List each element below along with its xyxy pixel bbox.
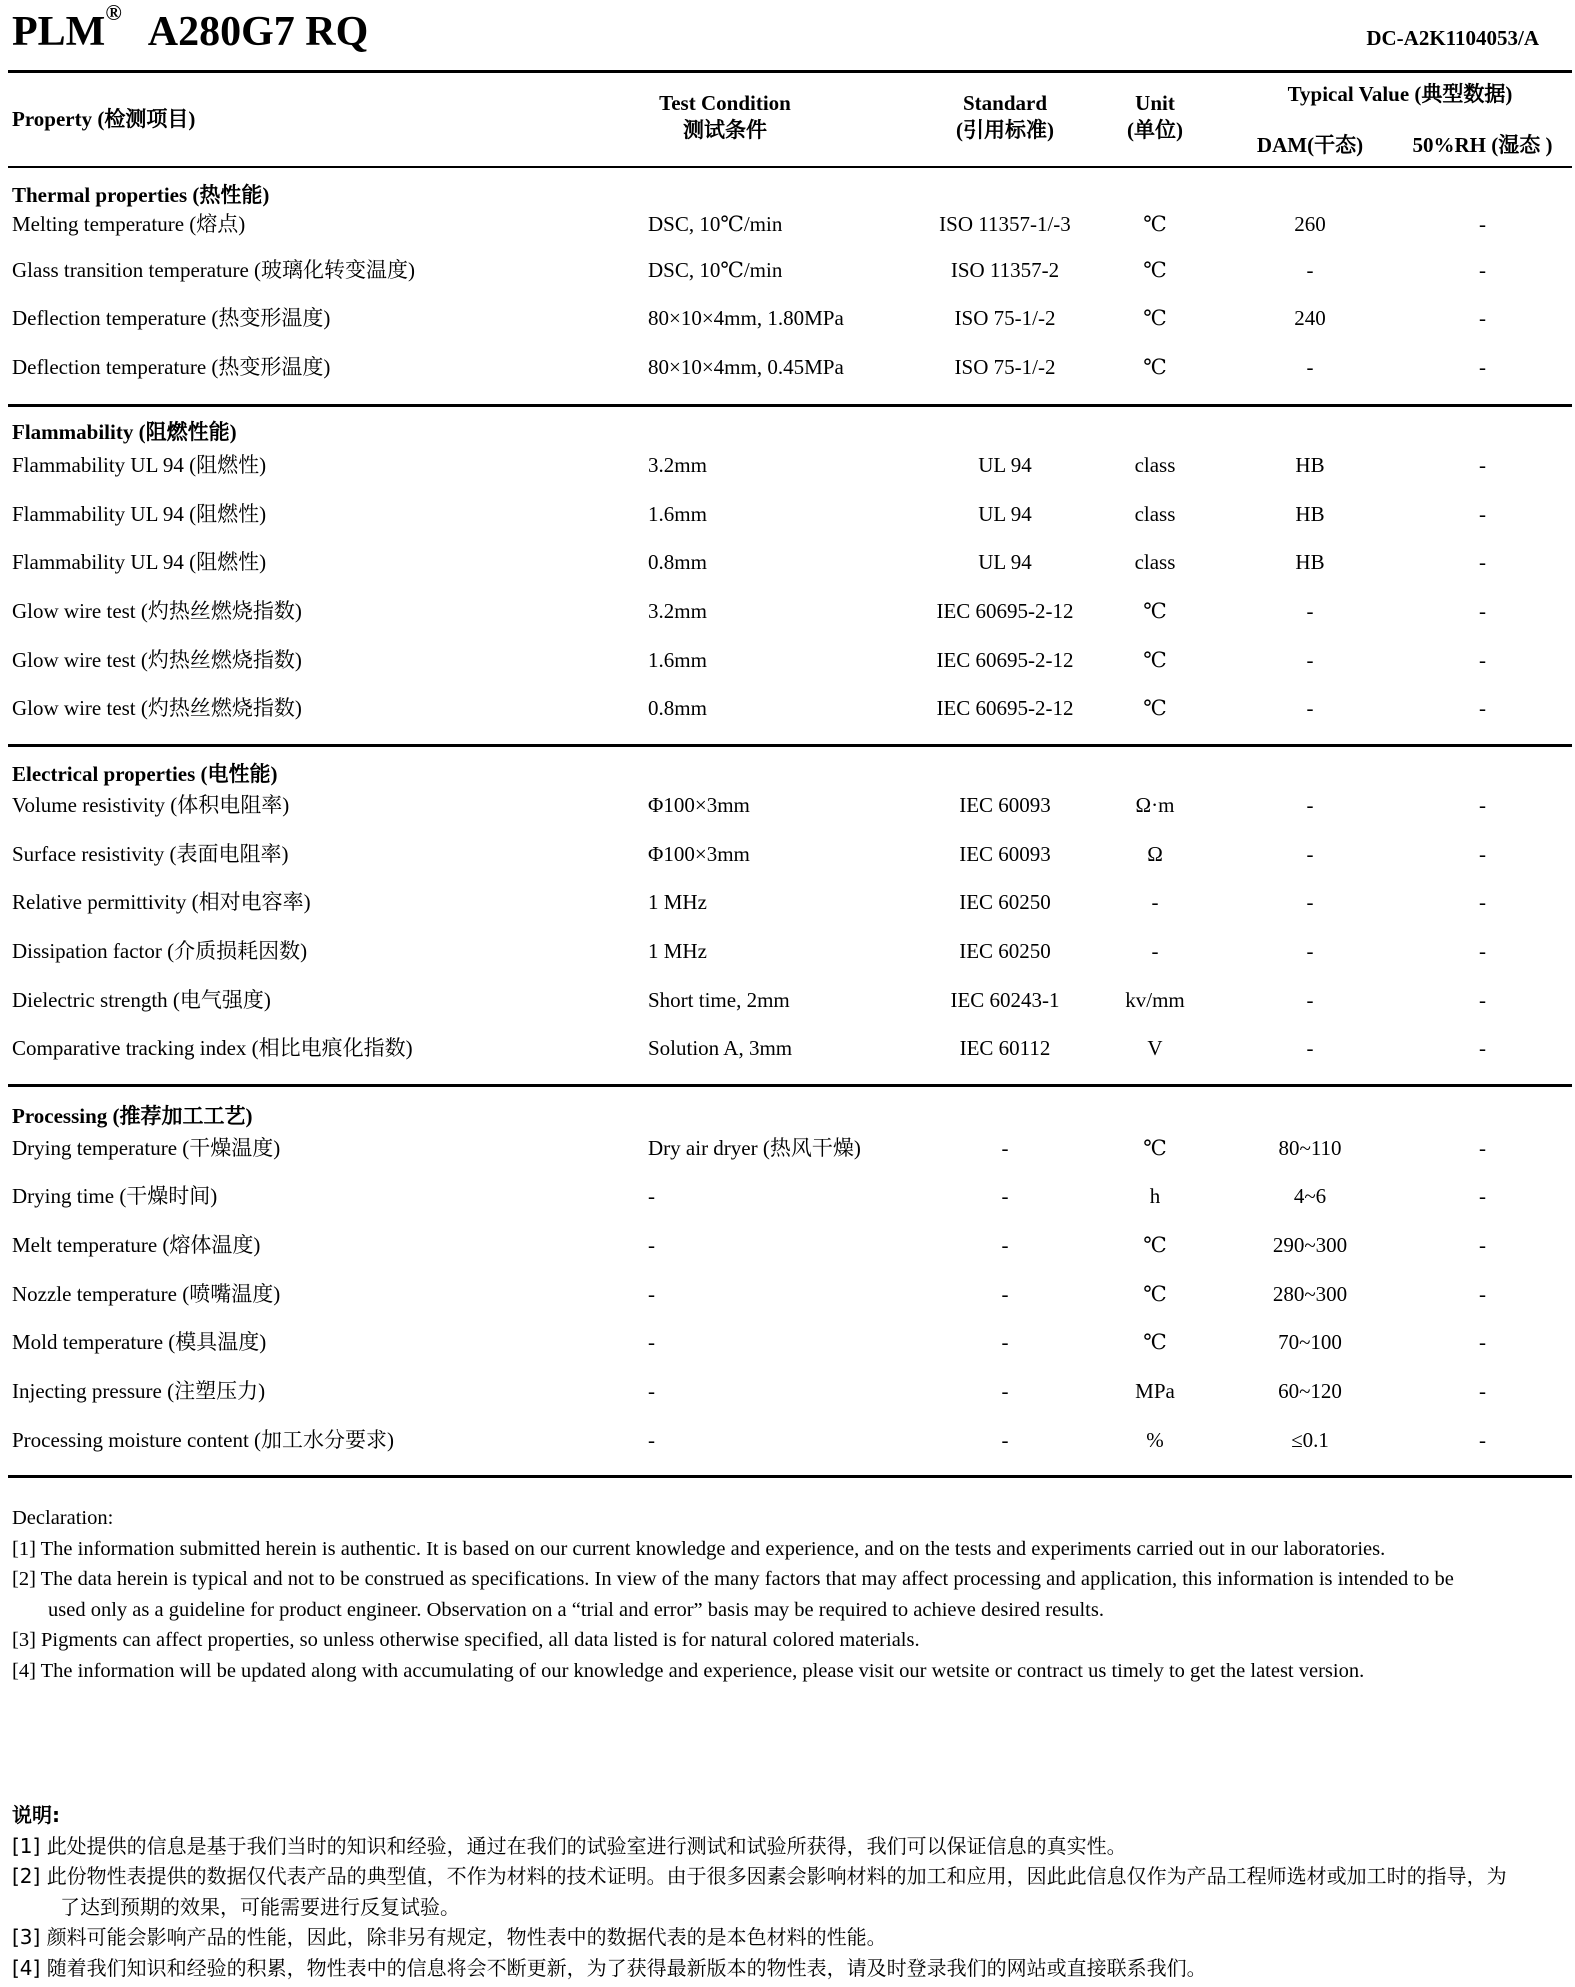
dam-value-cell: HB (1295, 502, 1325, 526)
standard-cell: IEC 60250 (959, 939, 1051, 963)
standard-cell: - (1001, 1428, 1009, 1452)
condition-cn: 测试条件 (683, 118, 767, 142)
property-cell: Relative permittivity (相对电容率) (12, 890, 311, 914)
standard-cell: ISO 11357-1/-3 (939, 212, 1071, 236)
rh-value-cell: - (1479, 550, 1486, 574)
standard-cell: - (1001, 1379, 1009, 1403)
rh-value-cell: - (1479, 890, 1486, 914)
condition-cell: DSC, 10℃/min (648, 258, 783, 282)
column-header-standard (905, 90, 1105, 144)
standard-cell: IEC 60695-2-12 (936, 599, 1074, 623)
rh-value-cell: - (1479, 842, 1486, 866)
standard-cell: IEC 60093 (959, 793, 1051, 817)
standard-cell: IEC 60695-2-12 (936, 696, 1074, 720)
unit-cell: - (1151, 890, 1159, 914)
standard-en: Standard (962, 91, 1048, 115)
table-row (0, 887, 1575, 917)
condition-cell: 1 MHz (648, 890, 707, 914)
section-title-flammability: Flammability (阻燃性能) (12, 420, 237, 444)
condition-cell: Dry air dryer (热风干燥) (648, 1136, 861, 1160)
dam-value-cell: - (1306, 599, 1314, 623)
condition-cell: - (648, 1379, 655, 1403)
table-row (0, 1230, 1575, 1260)
column-header-unit (1110, 90, 1200, 144)
dam-value-cell: 60~120 (1278, 1379, 1342, 1403)
table-row (0, 790, 1575, 820)
rh-value-cell: - (1479, 1379, 1486, 1403)
table-row (0, 450, 1575, 480)
table-row (0, 547, 1575, 577)
standard-cell: - (1001, 1233, 1009, 1257)
condition-cell: 1 MHz (648, 939, 707, 963)
section-rule-electrical (8, 1084, 1572, 1087)
column-header-condition (620, 90, 830, 144)
standard-cell: IEC 60112 (959, 1036, 1051, 1060)
rh-value-cell: - (1479, 988, 1486, 1012)
property-cell: Deflection temperature (热变形温度) (12, 355, 331, 379)
rh-value-cell: - (1479, 1330, 1486, 1354)
declaration-item: [1] The information submitted herein is authentic. It is based on our current knowledge and experience, and on the tests and experiments carried out in our laboratories. (12, 1537, 1386, 1560)
standard-cell: IEC 60250 (959, 890, 1051, 914)
dam-value-cell: HB (1295, 453, 1325, 477)
condition-cell: 0.8mm (648, 696, 707, 720)
standard-cell: UL 94 (978, 453, 1032, 477)
rh-value-cell: - (1479, 1428, 1486, 1452)
condition-cell: 1.6mm (648, 502, 707, 526)
dam-value-cell: - (1306, 793, 1314, 817)
table-row (0, 1425, 1575, 1455)
dam-value-cell: 260 (1294, 212, 1326, 236)
property-cell: Mold temperature (模具温度) (12, 1330, 267, 1354)
rh-value-cell: - (1479, 1233, 1486, 1257)
note-item: [1] 此处提供的信息是基于我们当时的知识和经验，通过在我们的试验室进行测试和试验所获得，我们可以保证信息的真实性。 (12, 1833, 1127, 1858)
property-cell: Injecting pressure (注塑压力) (12, 1379, 266, 1403)
dam-value-cell: - (1306, 842, 1314, 866)
unit-cell: ℃ (1143, 258, 1167, 282)
standard-cell: IEC 60695-2-12 (936, 648, 1074, 672)
condition-cell: - (648, 1428, 655, 1452)
condition-cell: 3.2mm (648, 453, 707, 477)
property-cell: Glass transition temperature (玻璃化转变温度) (12, 258, 415, 282)
condition-cell: Solution A, 3mm (648, 1036, 793, 1060)
condition-cell: 3.2mm (648, 599, 707, 623)
condition-cell: 80×10×4mm, 0.45MPa (648, 355, 844, 379)
property-cell: Volume resistivity (体积电阻率) (12, 793, 290, 817)
dam-value-cell: - (1306, 696, 1314, 720)
rh-value-cell: - (1479, 793, 1486, 817)
dam-value-cell: 280~300 (1272, 1282, 1348, 1306)
condition-cell: - (648, 1282, 655, 1306)
rh-value-cell: - (1479, 306, 1486, 330)
table-row (0, 209, 1575, 239)
standard-cell: ISO 11357-2 (950, 258, 1060, 282)
table-row (0, 936, 1575, 966)
table-row (0, 1376, 1575, 1406)
table-row (0, 1279, 1575, 1309)
unit-cell: ℃ (1143, 1233, 1167, 1257)
condition-cell: Φ100×3mm (648, 842, 750, 866)
rh-value-cell: - (1479, 696, 1486, 720)
unit-cell: - (1151, 939, 1159, 963)
condition-cell: Short time, 2mm (648, 988, 790, 1012)
condition-cell: DSC, 10℃/min (648, 212, 783, 236)
unit-cell: Ω (1147, 842, 1163, 866)
section-title-electrical: Electrical properties (电性能) (12, 762, 278, 786)
declaration-title: Declaration: (12, 1507, 114, 1529)
standard-cell: - (1001, 1330, 1009, 1354)
unit-cell: class (1134, 550, 1176, 574)
dam-value-cell: - (1306, 988, 1314, 1012)
condition-cell: 80×10×4mm, 1.80MPa (648, 306, 844, 330)
brand-name: PLM (12, 9, 106, 55)
column-header-rh: 50%RH (湿态 ) (1412, 133, 1553, 157)
dam-value-cell: 240 (1294, 306, 1326, 330)
property-cell: Dissipation factor (介质损耗因数) (12, 939, 308, 963)
rh-value-cell: - (1479, 648, 1486, 672)
unit-cell: ℃ (1143, 648, 1167, 672)
unit-cell: MPa (1135, 1379, 1175, 1403)
section-rule-thermal (8, 404, 1572, 407)
rh-value-cell: - (1479, 212, 1486, 236)
table-row (0, 255, 1575, 285)
notes-chinese (12, 1800, 1512, 1983)
rh-value-cell: - (1479, 1036, 1486, 1060)
property-cell: Glow wire test (灼热丝燃烧指数) (12, 599, 302, 623)
notes-title: 说明: (12, 1803, 60, 1827)
rh-value-cell: - (1479, 502, 1486, 526)
rh-value-cell: - (1479, 939, 1486, 963)
unit-cell: class (1134, 453, 1176, 477)
table-row (0, 1327, 1575, 1357)
standard-cell: IEC 60243-1 (950, 988, 1060, 1012)
standard-cn: (引用标准) (956, 118, 1054, 142)
condition-cell: 1.6mm (648, 648, 707, 672)
unit-cell: ℃ (1143, 1136, 1167, 1160)
unit-en: Unit (1135, 91, 1175, 115)
unit-cell: ℃ (1143, 306, 1167, 330)
unit-cell: ℃ (1143, 212, 1167, 236)
property-cell: Melting temperature (熔点) (12, 212, 246, 236)
unit-cn: (单位) (1127, 118, 1183, 142)
dam-value-cell: - (1306, 258, 1314, 282)
rh-value-cell: - (1479, 599, 1486, 623)
standard-cell: ISO 75-1/-2 (954, 306, 1056, 330)
column-header-dam: DAM(干态) (1256, 133, 1364, 157)
dam-value-cell: 70~100 (1278, 1330, 1342, 1354)
table-row (0, 596, 1575, 626)
condition-cell: Φ100×3mm (648, 793, 750, 817)
dam-value-cell: 290~300 (1272, 1233, 1348, 1257)
property-cell: Surface resistivity (表面电阻率) (12, 842, 289, 866)
dam-value-cell: - (1306, 648, 1314, 672)
table-row (0, 499, 1575, 529)
rh-value-cell: - (1479, 258, 1486, 282)
table-row (0, 1133, 1575, 1163)
table-row (0, 693, 1575, 723)
section-title-processing: Processing (推荐加工工艺) (12, 1104, 253, 1128)
section-rule-flammability (8, 744, 1572, 747)
model-name: A280G7 RQ (147, 9, 369, 55)
header-bottom-rule (8, 166, 1572, 168)
rh-value-cell: - (1479, 1136, 1486, 1160)
rh-value-cell: - (1479, 1184, 1486, 1208)
column-header-typical: Typical Value (典型数据) (1287, 82, 1513, 106)
property-cell: Drying temperature (干燥温度) (12, 1136, 281, 1160)
property-cell: Glow wire test (灼热丝燃烧指数) (12, 648, 302, 672)
product-title (12, 0, 369, 56)
property-cell: Comparative tracking index (相比电痕化指数) (12, 1036, 413, 1060)
table-row (0, 645, 1575, 675)
unit-cell: Ω·m (1135, 793, 1175, 817)
dam-value-cell: - (1306, 1036, 1314, 1060)
note-item: [3] 颜料可能会影响产品的性能，因此，除非另有规定，物性表中的数据代表的是本色材料的性能。 (12, 1925, 887, 1949)
unit-cell: ℃ (1143, 1330, 1167, 1354)
property-cell: Flammability UL 94 (阻燃性) (12, 502, 267, 526)
declaration-item: [3] Pigments can affect properties, so unless otherwise specified, all data listed is for natural colored materials. (12, 1629, 920, 1651)
condition-cell: - (648, 1233, 655, 1257)
header-top-rule (8, 70, 1572, 73)
dam-value-cell: - (1306, 355, 1314, 379)
standard-cell: ISO 75-1/-2 (954, 355, 1056, 379)
property-cell: Drying time (干燥时间) (12, 1184, 218, 1208)
unit-cell: ℃ (1143, 1282, 1167, 1306)
declaration-item: [2] The data herein is typical and not to be construed as specifications. In view of the many factors that may affect processing and application, this information is intended to be used only as a guideline for product engineer. Observation on a “trial and error” basis may be required to achieve desired results. (12, 1568, 1454, 1621)
declaration-item: [4] The information will be updated along with accumulating of our knowledge and experience, please visit our wetsite or contract us timely to get the latest version. (12, 1659, 1365, 1682)
property-cell: Deflection temperature (热变形温度) (12, 306, 331, 330)
unit-cell: ℃ (1143, 355, 1167, 379)
rh-value-cell: - (1479, 355, 1486, 379)
table-row (0, 352, 1575, 382)
unit-cell: % (1146, 1428, 1164, 1452)
unit-cell: class (1134, 502, 1176, 526)
condition-cell: 0.8mm (648, 550, 707, 574)
dam-value-cell: - (1306, 939, 1314, 963)
dam-value-cell: - (1306, 890, 1314, 914)
unit-cell: ℃ (1143, 696, 1167, 720)
standard-cell: IEC 60093 (959, 842, 1051, 866)
table-bottom-rule (8, 1475, 1572, 1478)
property-cell: Nozzle temperature (喷嘴温度) (12, 1282, 281, 1306)
condition-cell: - (648, 1184, 655, 1208)
registered-mark: ® (105, 0, 122, 25)
standard-cell: UL 94 (978, 502, 1032, 526)
standard-cell: - (1001, 1184, 1009, 1208)
property-cell: Melt temperature (熔体温度) (12, 1233, 261, 1257)
dam-value-cell: 4~6 (1293, 1184, 1327, 1208)
document-code: DC-A2K1104053/A (1366, 26, 1539, 50)
table-row (0, 1033, 1575, 1063)
standard-cell: - (1001, 1282, 1009, 1306)
note-item: [2] 此份物性表提供的数据仅代表产品的典型值，不作为材料的技术证明。由于很多因素会影响材料的加工和应用，因此此信息仅作为产品工程师选材或加工时的指导，为了达到预期的效果，可能需要进行反复试验。 (12, 1864, 1507, 1919)
table-row (0, 1181, 1575, 1211)
property-cell: Flammability UL 94 (阻燃性) (12, 550, 267, 574)
rh-value-cell: - (1479, 453, 1486, 477)
standard-cell: UL 94 (978, 550, 1032, 574)
note-item: [4] 随着我们知识和经验的积累，物性表中的信息将会不断更新，为了获得最新版本的物性表，请及时登录我们的网站或直接联系我们。 (12, 1955, 1207, 1980)
unit-cell: V (1147, 1036, 1163, 1060)
property-cell: Glow wire test (灼热丝燃烧指数) (12, 696, 302, 720)
standard-cell: - (1001, 1136, 1009, 1160)
property-cell: Processing moisture content (加工水分要求) (12, 1428, 395, 1452)
table-row (0, 303, 1575, 333)
unit-cell: ℃ (1143, 599, 1167, 623)
unit-cell: kv/mm (1125, 988, 1185, 1012)
rh-value-cell: - (1479, 1282, 1486, 1306)
dam-value-cell: 80~110 (1278, 1136, 1342, 1160)
table-row (0, 839, 1575, 869)
declaration (12, 1503, 1492, 1686)
column-header-property: Property (检测项目) (12, 107, 196, 131)
condition-en: Test Condition (659, 91, 791, 115)
condition-cell: - (648, 1330, 655, 1354)
dam-value-cell: ≤0.1 (1291, 1428, 1329, 1452)
table-row (0, 985, 1575, 1015)
property-cell: Dielectric strength (电气强度) (12, 988, 271, 1012)
dam-value-cell: HB (1295, 550, 1325, 574)
property-cell: Flammability UL 94 (阻燃性) (12, 453, 267, 477)
unit-cell: h (1149, 1184, 1161, 1208)
section-title-thermal: Thermal properties (热性能) (12, 183, 270, 207)
